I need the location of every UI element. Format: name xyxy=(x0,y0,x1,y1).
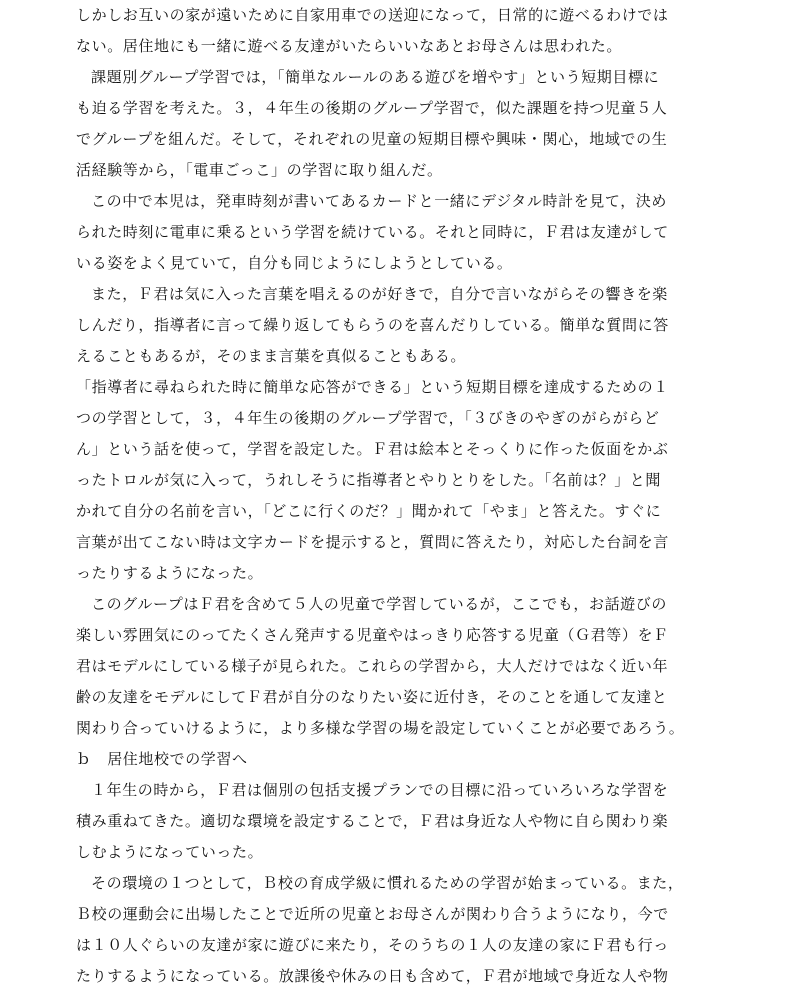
text-line: また，Ｆ君は気に入った言葉を唱えるのが好きで，自分で言いながらその響きを楽 xyxy=(91,285,668,303)
paragraph-3 xyxy=(76,186,726,279)
document-page xyxy=(76,0,726,992)
paragraph-6 xyxy=(76,775,726,868)
text-line: ない。居住地にも一緒に遊べる友達がいたらいいなあとお母さんは思われた。 xyxy=(76,37,623,55)
text-line: しんだり，指導者に言って繰り返してもらうのを喜んだりしている。簡単な質問に答 xyxy=(76,316,669,334)
text-line: えることもあるが，そのまま言葉を真似ることもある。 xyxy=(76,347,467,365)
paragraph-2 xyxy=(76,62,726,186)
text-line: かれて自分の名前を言い，「どこに行くのだ？」聞かれて「やま」と答えた。すぐに xyxy=(76,502,662,520)
paragraph-7 xyxy=(76,868,726,992)
text-line: られた時刻に電車に乗るという学習を続けている。それと同時に，Ｆ君は友達がして xyxy=(76,223,669,241)
paragraph-5 xyxy=(76,589,726,744)
text-line: つの学習として，３，４年生の後期のグループ学習で，「３びきのやぎのがらがらど xyxy=(76,409,660,427)
text-line: この中で本児は，発車時刻が書いてあるカードと一緒にデジタル時計を見て，決め xyxy=(91,192,668,210)
text-line: 楽しい雰囲気にのってたくさん発声する児童やはっきり応答する児童（Ｇ君等）をＦ xyxy=(76,626,669,644)
paragraph-1 xyxy=(76,0,726,62)
text-line: ったりするようになった。 xyxy=(76,564,264,582)
text-line: 活経験等から，「電車ごっこ」の学習に取り組んだ。 xyxy=(76,161,443,179)
text-line: ったトロルが気に入って，うれしそうに指導者とやりとりをした。「名前は？」と聞 xyxy=(76,471,662,489)
text-line: でグループを組んだ。そして，それぞれの児童の短期目標や興味・関心，地域での生 xyxy=(76,130,668,148)
text-line: 齢の友達をモデルにしてＦ君が自分のなりたい姿に近付き，そのことを通して友達と xyxy=(76,688,668,706)
text-line: は１０人ぐらいの友達が家に遊びに来たり，そのうちの１人の友達の家にＦ君も行っ xyxy=(76,936,669,954)
text-line: 言葉が出てこない時は文字カードを提示すると，質問に答えたり，対応した台詞を言 xyxy=(76,533,669,551)
section-heading: ｂ 居住地校での学習へ xyxy=(76,750,248,768)
text-line: しむようになっていった。 xyxy=(76,843,264,861)
text-line: も迫る学習を考えた。３，４年生の後期のグループ学習で，似た課題を持つ児童５人 xyxy=(76,99,668,117)
text-line: １年生の時から，Ｆ君は個別の包括支援プランでの目標に沿っていろいろな学習を xyxy=(91,781,669,799)
text-line: このグループはＦ君を含めて５人の児童で学習しているが，ここでも，お話遊びの xyxy=(91,595,668,613)
text-line: 「指導者に尋ねられた時に簡単な応答ができる」という短期目標を達成するための１ xyxy=(76,378,669,396)
text-line: Ｂ校の運動会に出場したことで近所の児童とお母さんが関わり合うようになり，今で xyxy=(76,905,669,923)
text-line: ん」という話を使って，学習を設定した。Ｆ君は絵本とそっくりに作った仮面をかぶ xyxy=(76,440,669,458)
text-line: 課題別グループ学習では，「簡単なルールのある遊びを増やす」という短期目標に xyxy=(91,68,660,86)
text-line: 君はモデルにしている様子が見られた。これらの学習から，大人だけではなく近い年 xyxy=(76,657,669,675)
text-line: その環境の１つとして，Ｂ校の育成学級に慣れるための学習が始まっている。また， xyxy=(91,874,684,892)
text-line: 積み重ねてきた。適切な環境を設定することで，Ｆ君は身近な人や物に自ら関わり楽 xyxy=(76,812,669,830)
text-line: しかしお互いの家が遠いために自家用車での送迎になって，日常的に遊べるわけでは xyxy=(76,6,669,24)
text-line: 関わり合っていけるように，より多様な学習の場を設定していくことが必要であろう。 xyxy=(76,719,685,737)
text-line: いる姿をよく見ていて，自分も同じようにしようとしている。 xyxy=(76,254,513,272)
text-line: たりするようになっている。放課後や休みの日も含めて，Ｆ君が地域で身近な人や物 xyxy=(76,967,669,985)
paragraph-4 xyxy=(76,279,726,589)
